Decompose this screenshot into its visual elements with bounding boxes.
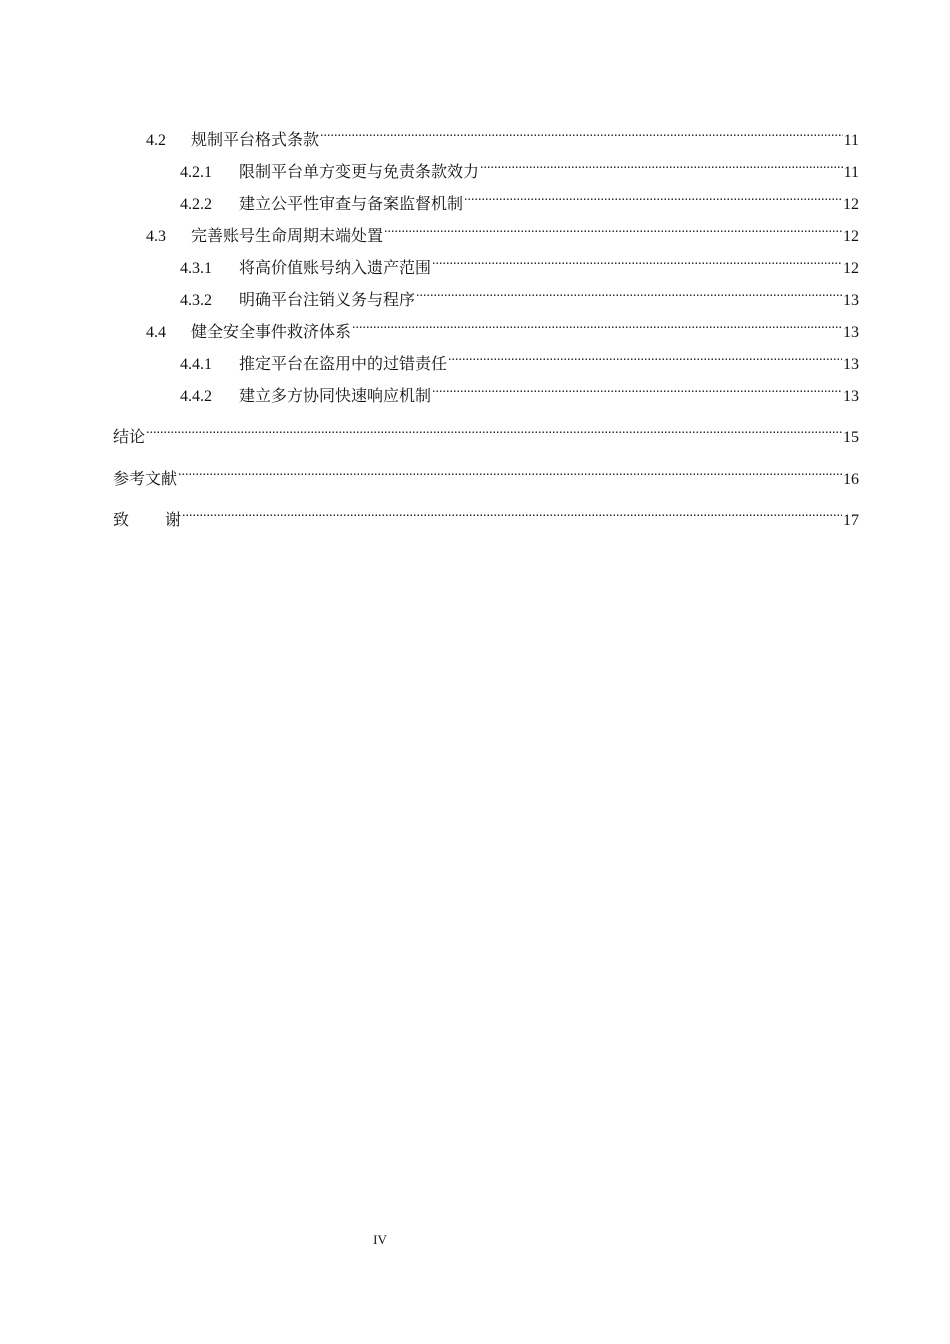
toc-entry-conclusion[interactable] xyxy=(113,418,859,446)
toc-title: 规制平台格式条款 xyxy=(191,132,320,149)
toc-page-number: 13 xyxy=(843,324,859,341)
toc-page-number: 13 xyxy=(843,388,859,405)
toc-entry-acknowledgements[interactable] xyxy=(113,501,859,529)
toc-page-number: 11 xyxy=(843,132,859,149)
toc-number: 4.2 xyxy=(146,132,166,149)
toc-page-number: 13 xyxy=(843,356,859,373)
toc-title: 建立多方协同快速响应机制 xyxy=(239,388,432,405)
toc-leader-dots xyxy=(320,121,843,145)
toc-leader-dots xyxy=(464,185,842,209)
toc-title: 健全安全事件救济体系 xyxy=(191,324,352,341)
toc-leader-dots xyxy=(480,153,843,177)
toc-title: 将高价值账号纳入遗产范围 xyxy=(239,260,432,277)
toc-title: 推定平台在盗用中的过错责任 xyxy=(239,356,448,373)
toc-number: 4.2.2 xyxy=(180,196,212,213)
toc-entry-4-3-1[interactable] xyxy=(180,249,859,277)
toc-leader-dots xyxy=(384,217,842,241)
toc-leader-dots xyxy=(146,418,842,442)
toc-leader-dots xyxy=(178,460,842,484)
toc-page-number: 11 xyxy=(843,164,859,181)
toc-entry-4-2-1[interactable] xyxy=(180,153,859,181)
toc-entry-4-3-2[interactable] xyxy=(180,281,859,309)
toc-leader-dots xyxy=(448,345,842,369)
toc-title: 建立公平性审查与备案监督机制 xyxy=(239,196,464,213)
toc-entry-4-2-2[interactable] xyxy=(180,185,859,213)
toc-number: 4.4 xyxy=(146,324,166,341)
toc-page-number: 16 xyxy=(843,471,859,488)
toc-number: 4.3 xyxy=(146,228,166,245)
toc-page-number: 13 xyxy=(843,292,859,309)
toc-entry-4-3[interactable] xyxy=(146,217,859,245)
toc-page-number: 12 xyxy=(843,260,859,277)
toc-title: 完善账号生命周期末端处置 xyxy=(191,228,384,245)
toc-number: 4.4.2 xyxy=(180,388,212,405)
toc-title: 致谢 xyxy=(113,510,218,529)
toc-entry-references[interactable] xyxy=(113,460,859,488)
toc-number: 4.2.1 xyxy=(180,164,212,181)
toc-entry-4-4[interactable] xyxy=(146,313,859,341)
toc-title: 结论 xyxy=(113,427,146,446)
toc-entry-4-4-1[interactable] xyxy=(180,345,859,373)
toc-page-number: 15 xyxy=(843,429,859,446)
toc-title: 参考文献 xyxy=(113,469,178,488)
toc-page-number: 17 xyxy=(843,512,859,529)
toc-leader-dots xyxy=(432,377,842,401)
toc-number: 4.3.1 xyxy=(180,260,212,277)
toc-leader-dots xyxy=(352,313,842,337)
toc-number: 4.3.2 xyxy=(180,292,212,309)
toc-number: 4.4.1 xyxy=(180,356,212,373)
toc-title: 明确平台注销义务与程序 xyxy=(239,292,416,309)
toc-leader-dots xyxy=(416,281,842,305)
toc-title: 限制平台单方变更与免责条款效力 xyxy=(239,164,480,181)
toc-leader-dots xyxy=(182,501,842,525)
toc-entry-4-4-2[interactable] xyxy=(180,377,859,405)
toc-page-number: 12 xyxy=(843,228,859,245)
toc-entry-4-2[interactable] xyxy=(146,121,859,149)
toc-leader-dots xyxy=(432,249,842,273)
page-number-footer: IV xyxy=(373,1232,387,1247)
toc-page-number: 12 xyxy=(843,196,859,213)
